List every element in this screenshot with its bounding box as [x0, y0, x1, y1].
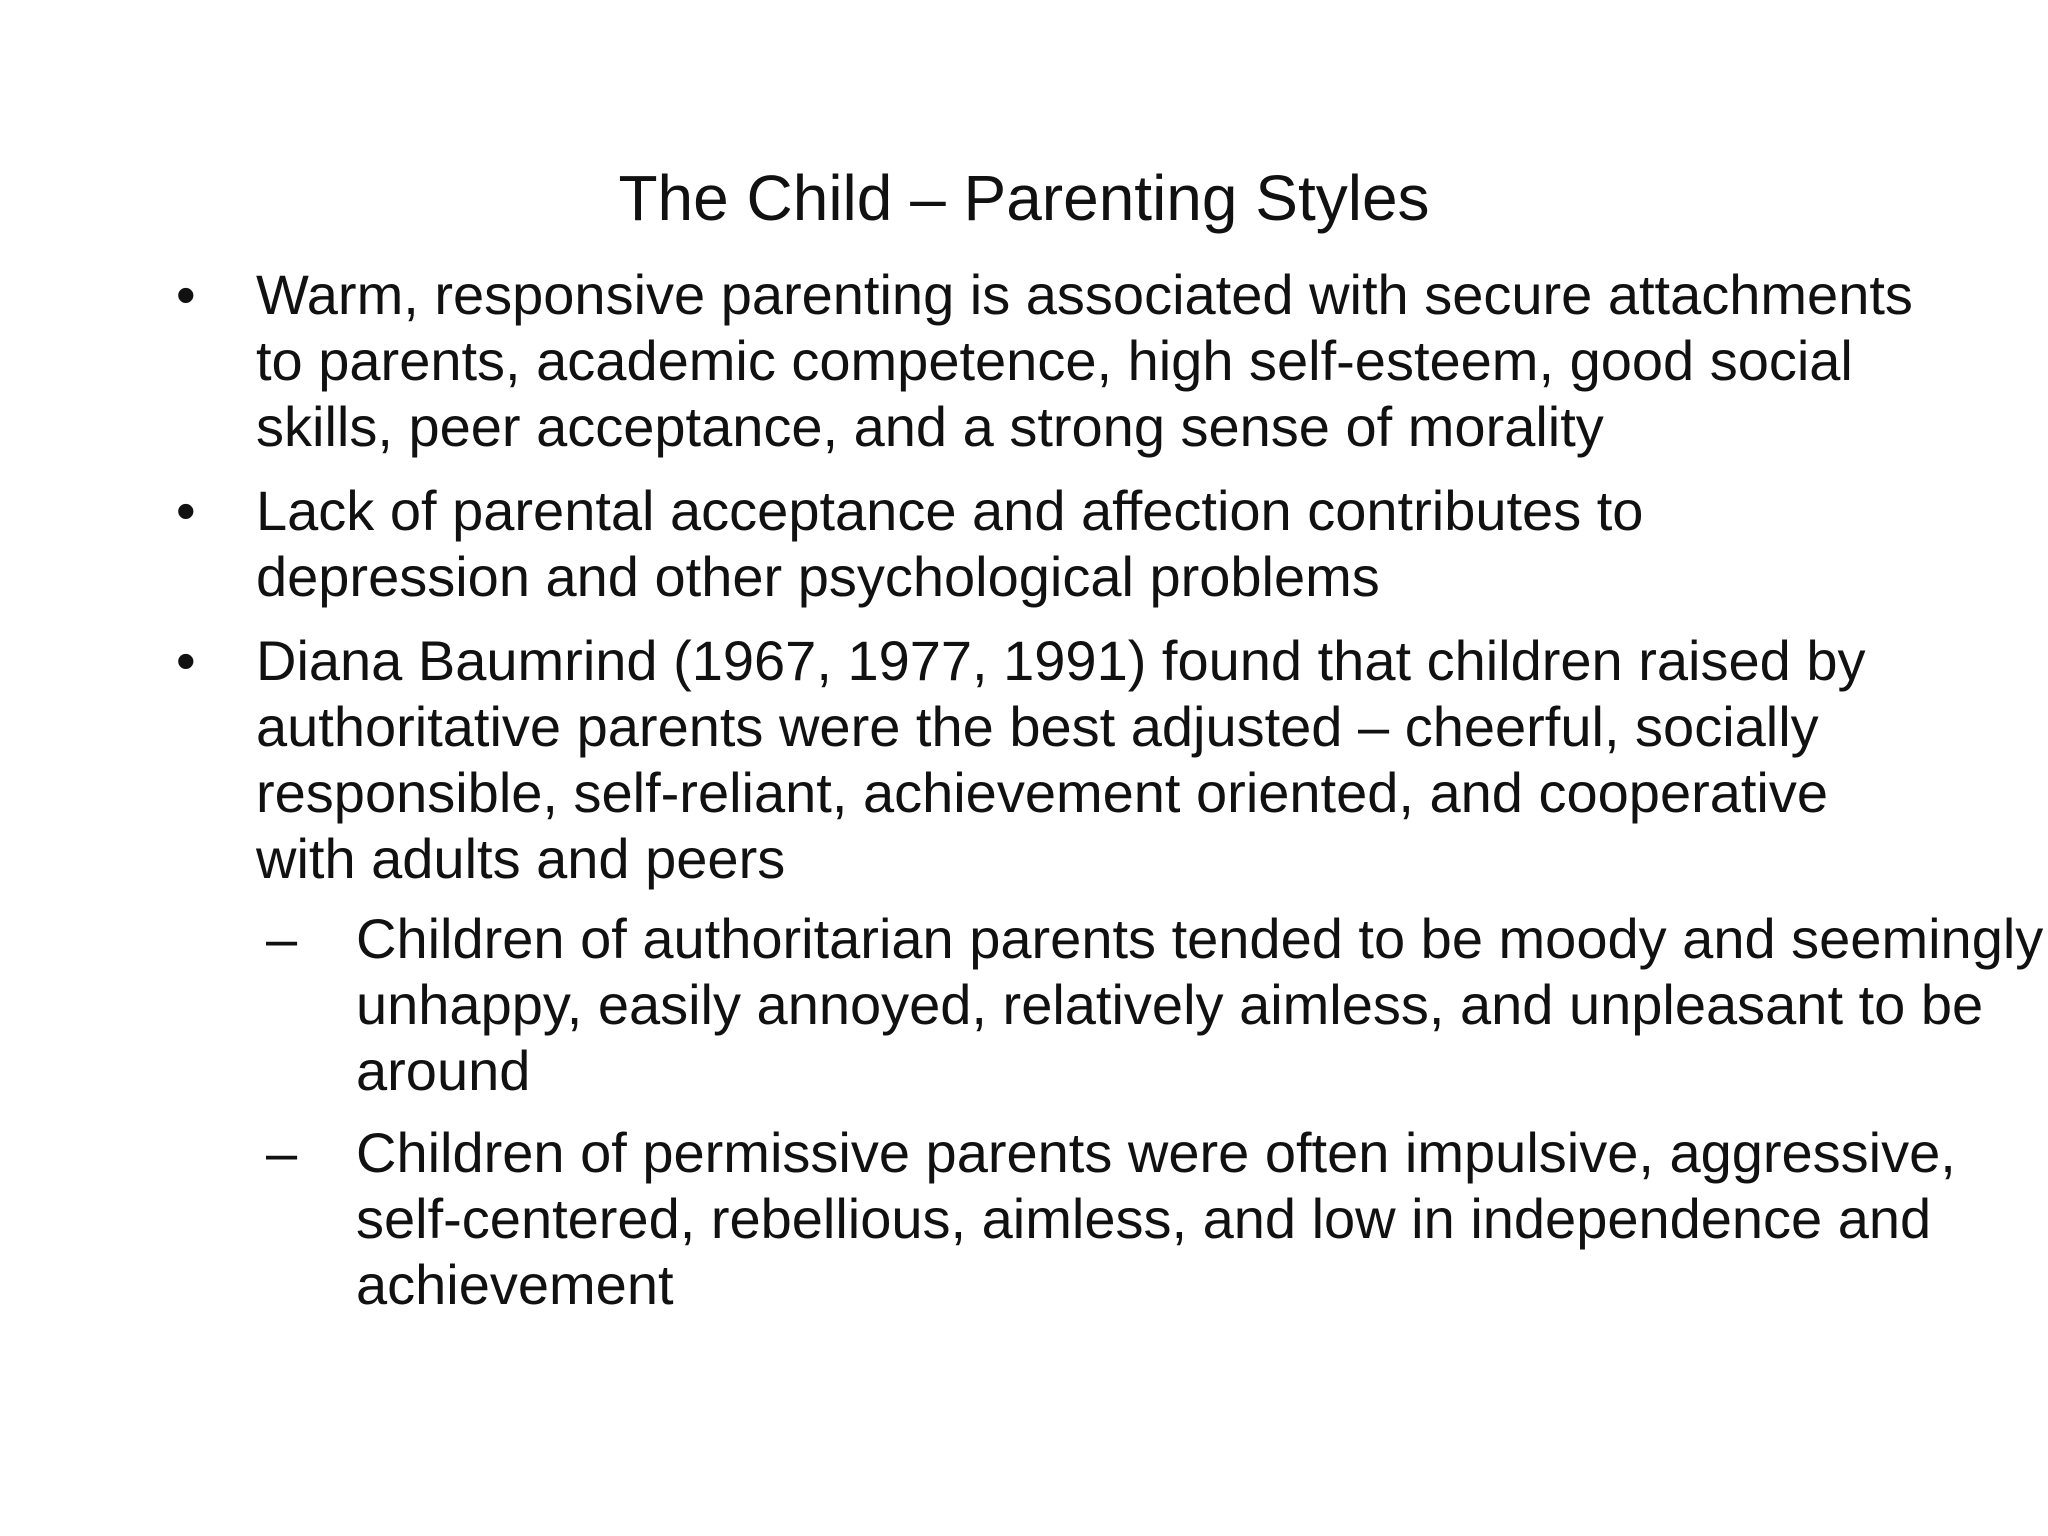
- bullet-text: Diana Baumrind (1967, 1977, 1991) found that children raised by authoritative parents were the best adjusted – cheerful, socially responsible, self-reliant, achievement oriented, and cooperative with adults and peers: [256, 629, 1866, 890]
- sub-bullet-text: Children of authoritarian parents tended to be moody and seemingly unhappy, easily annoyed, relatively aimless, and unpleasant to be around: [356, 907, 2044, 1102]
- bullet-item: [176, 628, 2044, 1318]
- sub-bullet-item: [266, 1120, 2048, 1318]
- bullet-marker: •: [176, 629, 196, 692]
- sub-bullet-marker: –: [266, 1121, 298, 1184]
- bullet-list: [176, 262, 2044, 1336]
- sub-bullet-marker: –: [266, 907, 298, 970]
- sub-bullet-list: [256, 906, 2044, 1318]
- bullet-marker: •: [176, 263, 196, 326]
- bullet-text: Warm, responsive parenting is associated with secure attachments to parents, academic competence, high self-esteem, good social skills, peer acceptance, and a strong sense of morality: [256, 263, 1913, 458]
- slide-title: The Child – Parenting Styles: [618, 162, 1430, 234]
- bullet-item: [176, 478, 1916, 610]
- bullet-marker: •: [176, 479, 196, 542]
- sub-bullet-text: Children of permissive parents were often impulsive, aggressive, self-centered, rebellious, aimless, and low in independence and achievement: [356, 1121, 1956, 1316]
- sub-bullet-item: [266, 906, 2048, 1104]
- bullet-text: Lack of parental acceptance and affection contributes to depression and other psychological problems: [256, 479, 1644, 608]
- bullet-item: [176, 262, 1916, 460]
